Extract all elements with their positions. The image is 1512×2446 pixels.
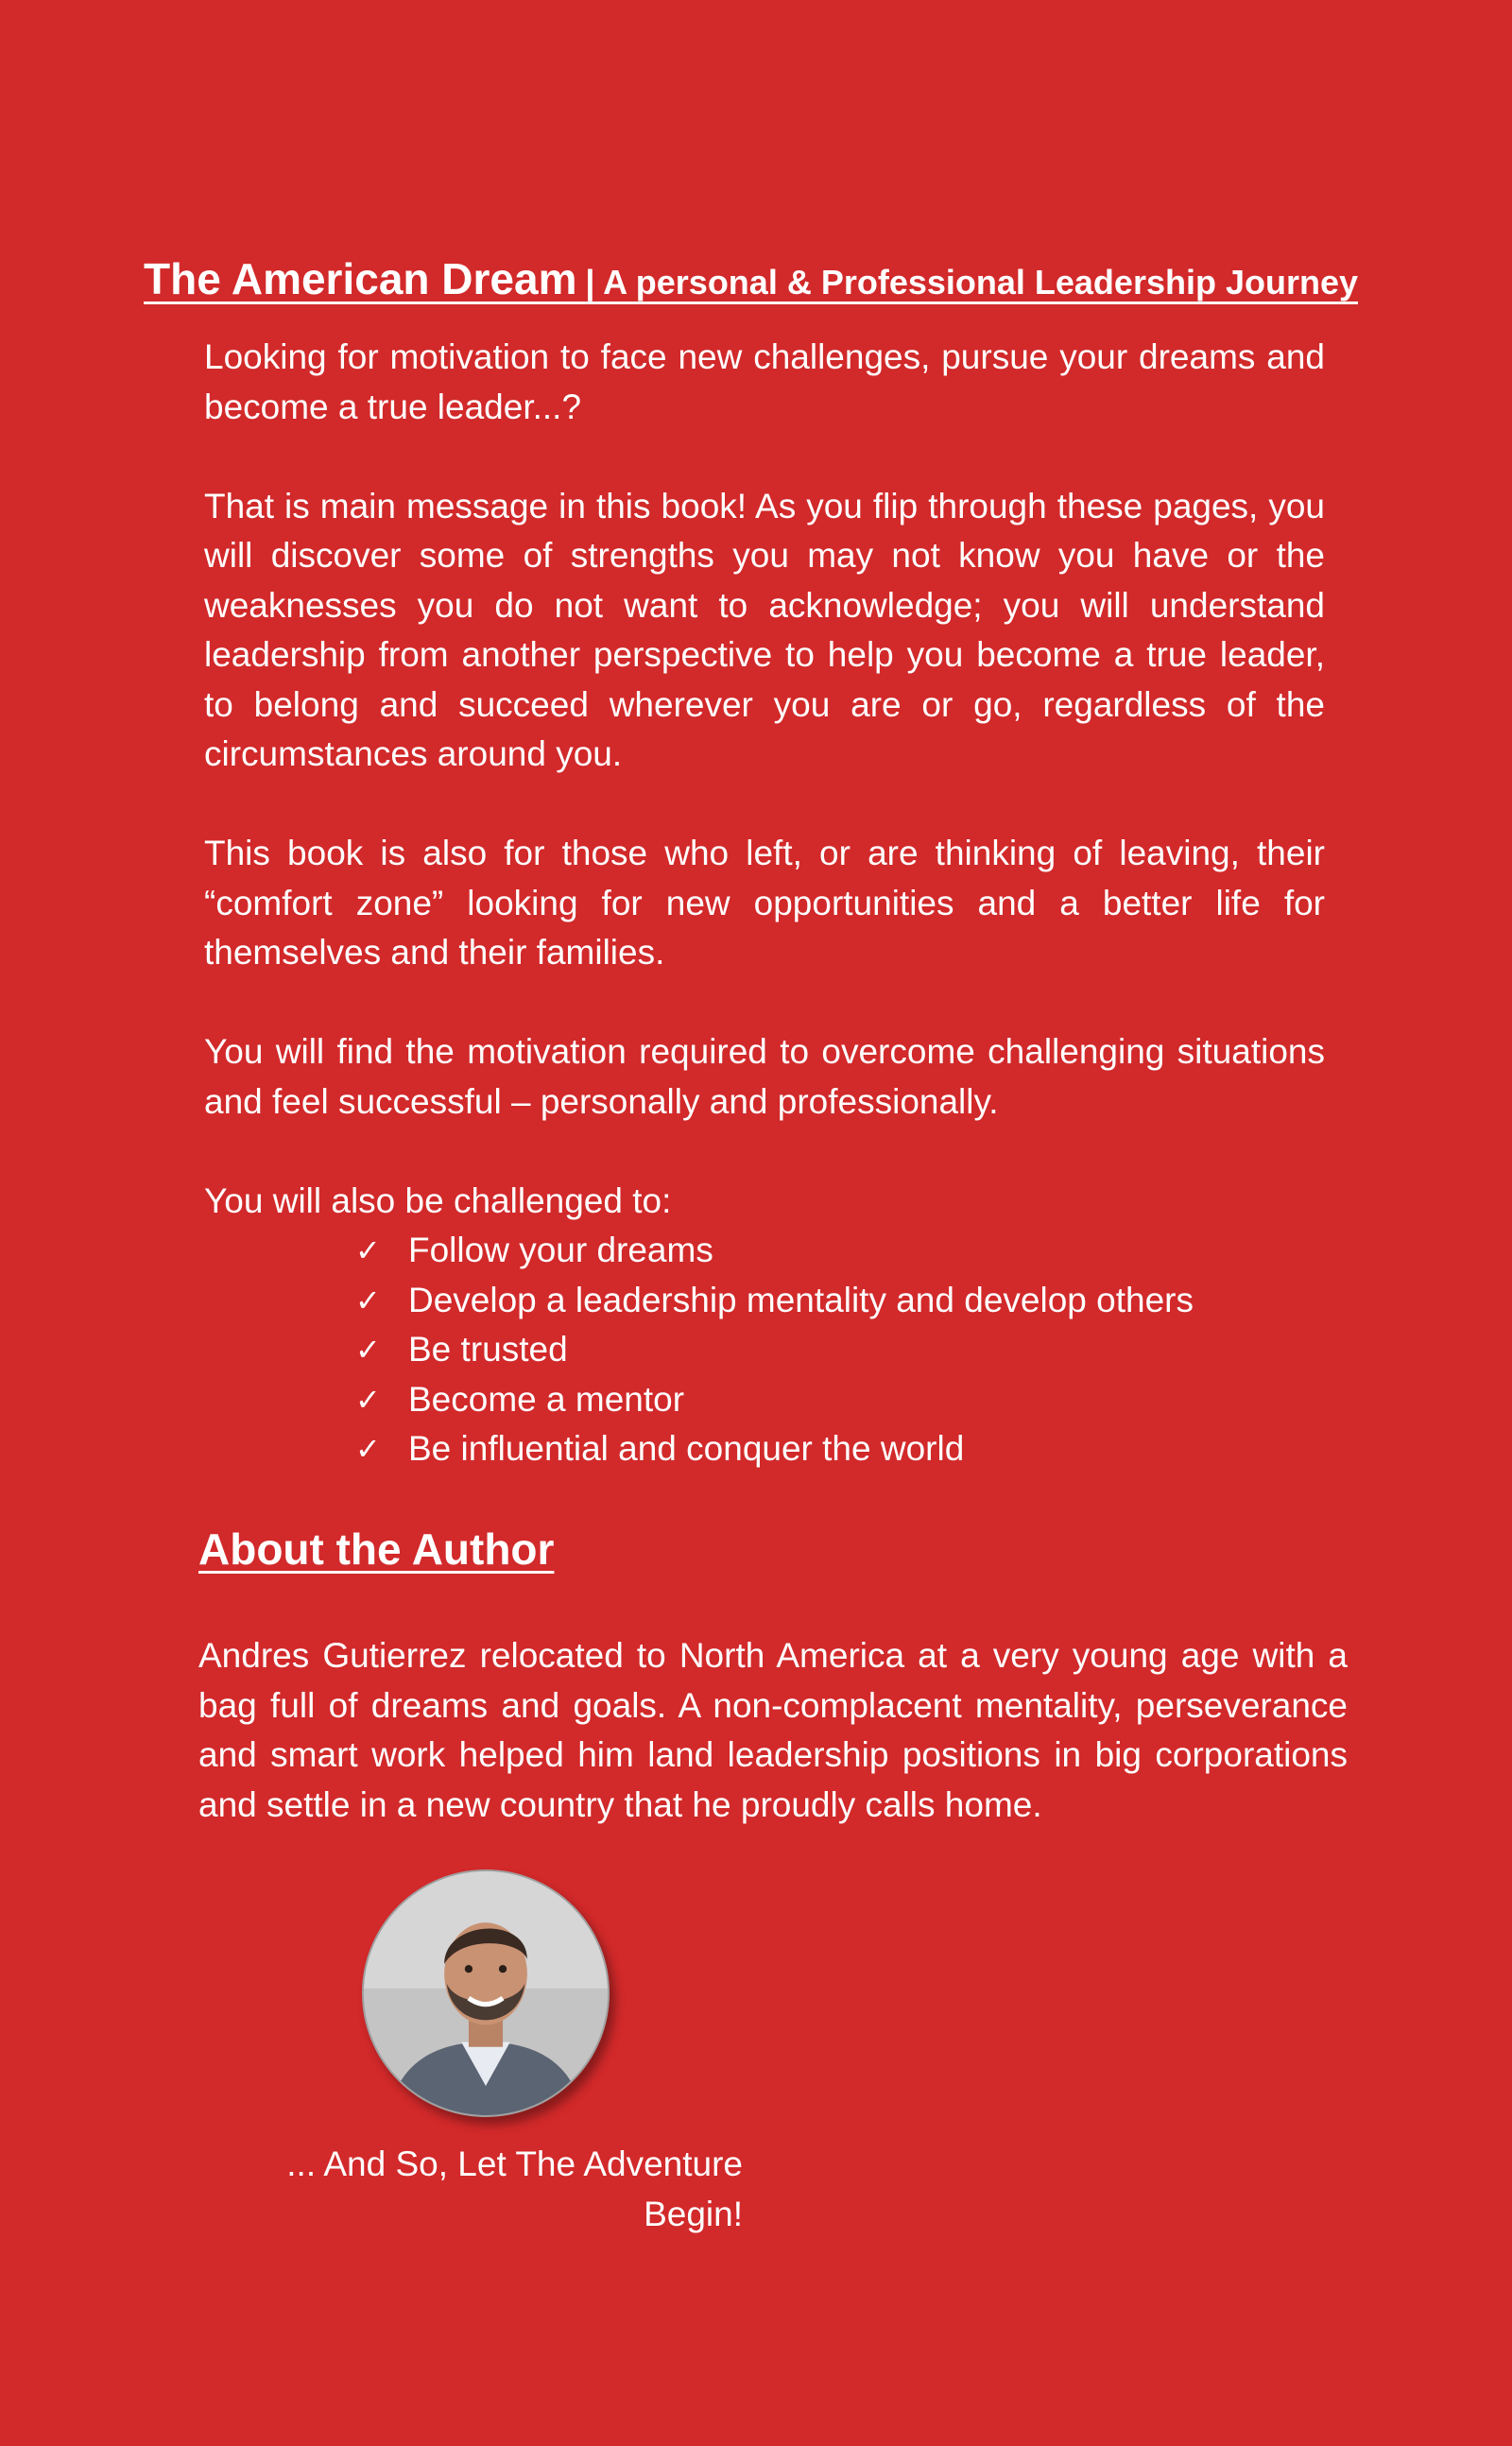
intro-paragraph: Looking for motivation to face new challenges, pursue your dreams and become a true leader...?	[204, 337, 1325, 426]
closing-line: ... And So, Let The Adventure Begin!	[286, 2145, 743, 2233]
book-title	[144, 253, 1400, 304]
checkmark-icon: ✓	[355, 1332, 381, 1368]
list-item-label: Be influential and conquer the world	[408, 1429, 965, 1468]
book-title-main: The American Dream	[144, 254, 577, 304]
about-author-heading: About the Author	[198, 1524, 555, 1574]
list-item	[355, 1375, 1325, 1425]
list-item	[355, 1226, 1325, 1276]
list-item	[355, 1325, 1325, 1375]
motivation-paragraph: You will find the motivation required to overcome challenging situations and feel successful – personally and professionally.	[204, 1032, 1325, 1121]
book-title-subtitle: | A personal & Professional Leadership Journey	[585, 263, 1359, 302]
message-paragraph: That is main message in this book! As you flip through these pages, you will discover some of strengths you may not know you have or the weaknesses you do not want to acknowledge; you will understand leadership from another perspective to help you become a true leader, to belong and succeed wherever you are or go, regardless of the circumstances around you.	[204, 486, 1325, 773]
challenge-list	[204, 1226, 1325, 1474]
checkmark-icon: ✓	[355, 1232, 381, 1268]
author-photo	[362, 1869, 610, 2117]
list-item	[355, 1276, 1325, 1326]
list-item-label: Become a mentor	[408, 1379, 685, 1419]
checkmark-icon: ✓	[355, 1282, 381, 1318]
checkmark-icon: ✓	[355, 1381, 381, 1418]
list-item-label: Be trusted	[408, 1330, 568, 1369]
list-item-label: Follow your dreams	[408, 1231, 713, 1269]
comfort-zone-paragraph: This book is also for those who left, or are thinking of leaving, their “comfort zone” looking for new opportunities and a better life for themselves and their families.	[204, 834, 1325, 972]
book-description	[204, 333, 1325, 1474]
list-item-label: Develop a leadership mentality and develop others	[408, 1280, 1194, 1319]
list-item	[355, 1424, 1325, 1474]
author-bio: Andres Gutierrez relocated to North America at a very young age with a bag full of dreams and goals. A non-complacent mentality, perseverance and smart work helped him land leadership positions in big corporations and settle in a new country that he proudly calls home.	[198, 1636, 1348, 1824]
checkmark-icon: ✓	[355, 1431, 381, 1467]
challenge-intro: You will also be challenged to:	[204, 1180, 672, 1220]
author-portrait-illustration	[364, 1871, 608, 2115]
